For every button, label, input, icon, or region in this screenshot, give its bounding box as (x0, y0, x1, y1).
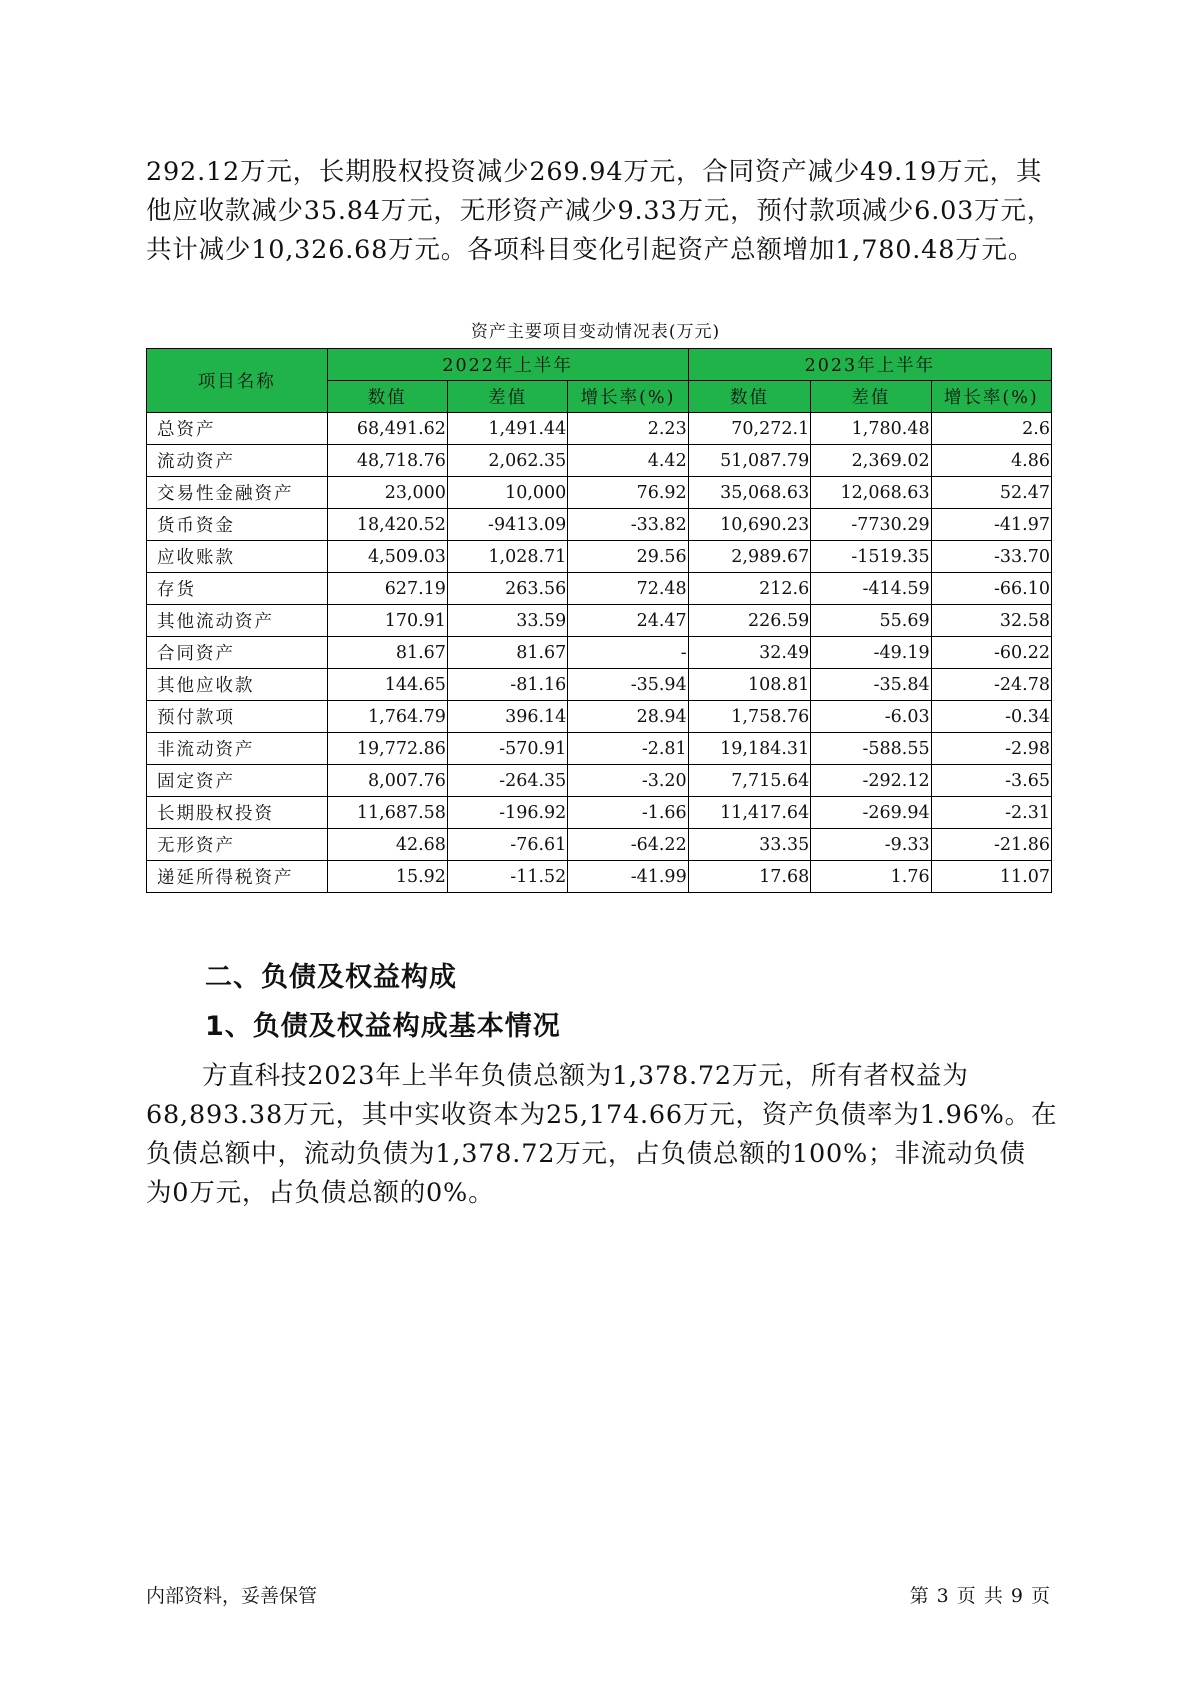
row-item-name: 合同资产 (147, 637, 328, 669)
row-item-name: 存货 (147, 573, 328, 605)
table-cell: -570.91 (447, 733, 567, 765)
table-row (147, 637, 1052, 669)
table-cell: 1.76 (811, 861, 931, 893)
table-cell: 72.48 (568, 573, 688, 605)
table-cell: -41.97 (931, 509, 1051, 541)
table-cell: -11.52 (447, 861, 567, 893)
table-cell: 144.65 (327, 669, 447, 701)
table-cell: 17.68 (688, 861, 811, 893)
table-cell: -414.59 (811, 573, 931, 605)
value-header: 数值 (327, 381, 447, 413)
difference-header: 差值 (811, 381, 931, 413)
table-cell: -24.78 (931, 669, 1051, 701)
table-cell: -76.61 (447, 829, 567, 861)
table-cell: 396.14 (447, 701, 567, 733)
difference-header: 差值 (447, 381, 567, 413)
row-item-name: 无形资产 (147, 829, 328, 861)
table-cell: -3.65 (931, 765, 1051, 797)
table-cell: -33.82 (568, 509, 688, 541)
table-cell: 11,687.58 (327, 797, 447, 829)
table-cell: 1,780.48 (811, 413, 931, 445)
table-row (147, 445, 1052, 477)
row-item-name: 交易性金融资产 (147, 477, 328, 509)
table-row (147, 477, 1052, 509)
table-cell: -21.86 (931, 829, 1051, 861)
table-row (147, 669, 1052, 701)
table-cell: 8,007.76 (327, 765, 447, 797)
body-line: 负债总额中，流动负债为1,378.72万元，占负债总额的100%；非流动负债 (146, 1139, 1026, 1169)
row-item-name: 其他应收款 (147, 669, 328, 701)
table-cell: 1,758.76 (688, 701, 811, 733)
table-cell: -269.94 (811, 797, 931, 829)
table-cell: 10,000 (447, 477, 567, 509)
table-cell: 29.56 (568, 541, 688, 573)
table-cell: - (568, 637, 688, 669)
intro-line: 292.12万元，长期股权投资减少269.94万元，合同资产减少49.19万元，其 (146, 157, 1043, 187)
table-cell: 19,772.86 (327, 733, 447, 765)
row-item-name: 递延所得税资产 (147, 861, 328, 893)
table-cell: 7,715.64 (688, 765, 811, 797)
table-cell: -2.98 (931, 733, 1051, 765)
table-cell: -292.12 (811, 765, 931, 797)
table-cell: 1,491.44 (447, 413, 567, 445)
table-cell: -41.99 (568, 861, 688, 893)
table-cell: 32.58 (931, 605, 1051, 637)
table-row (147, 605, 1052, 637)
table-cell: -35.84 (811, 669, 931, 701)
row-item-name: 预付款项 (147, 701, 328, 733)
row-item-name: 应收账款 (147, 541, 328, 573)
table-cell: -6.03 (811, 701, 931, 733)
table-cell: 19,184.31 (688, 733, 811, 765)
table-cell: -64.22 (568, 829, 688, 861)
table-cell: -49.19 (811, 637, 931, 669)
table-cell: 2.6 (931, 413, 1051, 445)
liability-paragraph (146, 1057, 1058, 1213)
row-item-name: 长期股权投资 (147, 797, 328, 829)
table-cell: -33.70 (931, 541, 1051, 573)
item-name-header: 项目名称 (147, 349, 328, 413)
table-row (147, 733, 1052, 765)
table-row (147, 861, 1052, 893)
table-cell: 42.68 (327, 829, 447, 861)
table-cell: 81.67 (447, 637, 567, 669)
table-cell: 51,087.79 (688, 445, 811, 477)
table-row (147, 797, 1052, 829)
table-cell: -60.22 (931, 637, 1051, 669)
table-cell: -1519.35 (811, 541, 931, 573)
period-header-2023: 2023年上半年 (688, 349, 1051, 381)
table-cell: 76.92 (568, 477, 688, 509)
table-cell: 23,000 (327, 477, 447, 509)
table-cell: 2,989.67 (688, 541, 811, 573)
table-cell: 4,509.03 (327, 541, 447, 573)
table-cell: -0.34 (931, 701, 1051, 733)
table-cell: 212.6 (688, 573, 811, 605)
table-cell: 11.07 (931, 861, 1051, 893)
table-cell: -9.33 (811, 829, 931, 861)
row-item-name: 其他流动资产 (147, 605, 328, 637)
table-cell: 55.69 (811, 605, 931, 637)
table-cell: 108.81 (688, 669, 811, 701)
table-cell: -66.10 (931, 573, 1051, 605)
table-cell: 170.91 (327, 605, 447, 637)
intro-line: 共计减少10,326.68万元。各项科目变化引起资产总额增加1,780.48万元。 (146, 235, 1035, 265)
table-cell: 70,272.1 (688, 413, 811, 445)
table-cell: -2.31 (931, 797, 1051, 829)
table-cell: -81.16 (447, 669, 567, 701)
body-line: 方直科技2023年上半年负债总额为1,378.72万元，所有者权益为 (202, 1061, 969, 1091)
table-cell: 12,068.63 (811, 477, 931, 509)
row-item-name: 非流动资产 (147, 733, 328, 765)
footer-page-number: 第 3 页 共 9 页 (909, 1585, 1051, 1607)
table-row (147, 765, 1052, 797)
table-cell: 81.67 (327, 637, 447, 669)
table-cell: 4.86 (931, 445, 1051, 477)
table-cell: 15.92 (327, 861, 447, 893)
table-cell: 4.42 (568, 445, 688, 477)
table-cell: 11,417.64 (688, 797, 811, 829)
table-row (147, 829, 1052, 861)
table-cell: -3.20 (568, 765, 688, 797)
table-caption: 资产主要项目变动情况表(万元) (470, 322, 721, 342)
table-cell: 2,062.35 (447, 445, 567, 477)
body-line: 为0万元，占负债总额的0%。 (146, 1178, 495, 1208)
table-cell: 68,491.62 (327, 413, 447, 445)
period-header-2022: 2022年上半年 (327, 349, 688, 381)
table-cell: 226.59 (688, 605, 811, 637)
table-cell: -2.81 (568, 733, 688, 765)
table-row (147, 573, 1052, 605)
table-cell: 2.23 (568, 413, 688, 445)
table-cell: 1,028.71 (447, 541, 567, 573)
table-cell: 2,369.02 (811, 445, 931, 477)
table-cell: 33.59 (447, 605, 567, 637)
table-cell: 263.56 (447, 573, 567, 605)
intro-line: 他应收款减少35.84万元，无形资产减少9.33万元，预付款项减少6.03万元， (146, 196, 1054, 226)
table-cell: 35,068.63 (688, 477, 811, 509)
body-line: 68,893.38万元，其中实收资本为25,174.66万元，资产负债率为1.96%。在 (146, 1100, 1058, 1130)
section-heading: 二、负债及权益构成 (205, 962, 457, 993)
table-cell: -7730.29 (811, 509, 931, 541)
table-cell: 33.35 (688, 829, 811, 861)
table-cell: -1.66 (568, 797, 688, 829)
table-header-row (147, 349, 1052, 381)
subsection-heading: 1、负债及权益构成基本情况 (205, 1011, 561, 1042)
table-cell: 18,420.52 (327, 509, 447, 541)
row-item-name: 总资产 (147, 413, 328, 445)
table-cell: -588.55 (811, 733, 931, 765)
table-row (147, 509, 1052, 541)
table-row (147, 701, 1052, 733)
table-cell: 627.19 (327, 573, 447, 605)
intro-paragraph (146, 153, 1054, 270)
growth-rate-header: 增长率(%) (568, 381, 688, 413)
table-cell: 48,718.76 (327, 445, 447, 477)
table-cell: -196.92 (447, 797, 567, 829)
table-body (147, 413, 1052, 893)
growth-rate-header: 增长率(%) (931, 381, 1051, 413)
asset-change-table (146, 348, 1052, 893)
table-cell: 1,764.79 (327, 701, 447, 733)
table-cell: 28.94 (568, 701, 688, 733)
value-header: 数值 (688, 381, 811, 413)
row-item-name: 货币资金 (147, 509, 328, 541)
table-row (147, 541, 1052, 573)
table-cell: 10,690.23 (688, 509, 811, 541)
footer-confidential-note: 内部资料，妥善保管 (146, 1585, 318, 1607)
table-cell: -9413.09 (447, 509, 567, 541)
table-cell: -35.94 (568, 669, 688, 701)
table-cell: 32.49 (688, 637, 811, 669)
row-item-name: 流动资产 (147, 445, 328, 477)
table-row (147, 413, 1052, 445)
table-cell: 24.47 (568, 605, 688, 637)
row-item-name: 固定资产 (147, 765, 328, 797)
table-cell: -264.35 (447, 765, 567, 797)
table-cell: 52.47 (931, 477, 1051, 509)
